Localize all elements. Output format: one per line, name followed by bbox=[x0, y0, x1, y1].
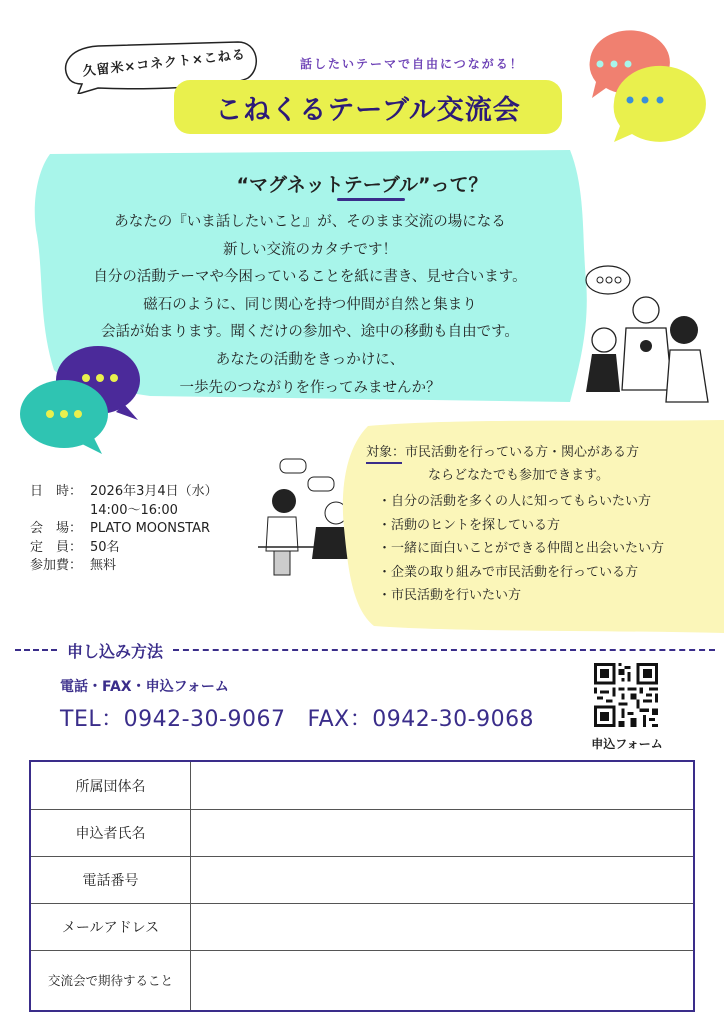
phone-field[interactable] bbox=[191, 856, 693, 903]
fee-label: 参加費： bbox=[30, 558, 83, 574]
tagline: 話したいテーマで自由につながる！ bbox=[300, 57, 524, 71]
form-row bbox=[31, 809, 693, 857]
application-form bbox=[29, 760, 695, 1012]
target-heading-continued: ならどなたでも参加できます。 bbox=[428, 468, 609, 483]
form-label: 交流会で期待すること bbox=[31, 950, 191, 1010]
target-item: ・自分の活動を多くの人に知ってもらいたい方 bbox=[378, 494, 652, 509]
capacity-label: 定 員： bbox=[30, 539, 83, 555]
target-heading: 対象：市民活動を行っている方・関心がある方 bbox=[366, 445, 640, 460]
email-field[interactable] bbox=[191, 903, 693, 950]
description-line: 磁石のように、同じ関心を持つ仲間が自然と集まり bbox=[143, 296, 477, 313]
form-row bbox=[31, 950, 693, 1010]
description-line: あなたの活動をきっかけに、 bbox=[215, 351, 405, 368]
description-line: 一歩先のつながりを作ってみませんか？ bbox=[179, 379, 441, 396]
page-title: こねくるテーブル交流会 bbox=[215, 94, 521, 126]
speech-bubbles-left-icon bbox=[14, 338, 144, 458]
time-value: 14:00〜16:00 bbox=[90, 502, 178, 518]
expectations-field[interactable] bbox=[191, 950, 693, 1010]
venue-value: PLATO MOONSTAR bbox=[90, 521, 211, 537]
apply-title: 申し込み方法 bbox=[67, 641, 164, 661]
apply-header bbox=[15, 638, 715, 662]
description-line: 新しい交流のカタチです！ bbox=[223, 241, 397, 258]
dashed-divider bbox=[173, 649, 715, 651]
fax-number: FAX：0942-30-9068 bbox=[307, 707, 535, 732]
form-label: 電話番号 bbox=[31, 856, 191, 903]
target-item: ・企業の取り組みで市民活動を行っている方 bbox=[378, 564, 639, 580]
description-line: あなたの『いま話したいこと』が、そのまま交流の場になる bbox=[114, 214, 506, 230]
form-label: 申込者氏名 bbox=[31, 809, 191, 856]
qr-label: 申込フォーム bbox=[591, 737, 663, 751]
speech-bubbles-top-icon bbox=[570, 22, 720, 142]
subtitle-underline bbox=[337, 198, 405, 201]
people-chatting-illustration bbox=[576, 262, 716, 412]
section-subtitle: “マグネットテーブル”って？ bbox=[236, 174, 488, 196]
target-list bbox=[378, 490, 664, 608]
organizers-text: 久留米×コネクト×こねる bbox=[81, 47, 247, 80]
target-underline bbox=[366, 462, 402, 464]
date-label: 日 時： bbox=[30, 484, 83, 499]
target-item: ・活動のヒントを探している方 bbox=[378, 517, 561, 533]
form-row bbox=[31, 903, 693, 951]
form-label: 所属団体名 bbox=[31, 762, 191, 809]
capacity-value: 50名 bbox=[90, 539, 120, 555]
form-row bbox=[31, 856, 693, 904]
tel-number[interactable]: TEL：0942-30-9067 bbox=[60, 707, 286, 732]
form-label: メールアドレス bbox=[31, 903, 191, 950]
description-line: 自分の活動テーマや今困っていることを紙に書き、見せ合います。 bbox=[93, 269, 527, 286]
applicant-name-field[interactable] bbox=[191, 809, 693, 856]
apply-methods: 電話・FAX・申込フォーム bbox=[60, 679, 229, 695]
event-info bbox=[30, 483, 218, 576]
venue-label: 会 場： bbox=[30, 521, 83, 537]
contact-numbers bbox=[60, 702, 556, 733]
form-row bbox=[31, 762, 693, 810]
dashed-divider bbox=[15, 649, 57, 651]
qr-code-icon[interactable] bbox=[594, 663, 658, 727]
target-item: ・市民活動を行いたい方 bbox=[378, 588, 522, 604]
title-banner bbox=[174, 80, 562, 134]
organization-field[interactable] bbox=[191, 762, 693, 809]
description-line: 会話が始まります。聞くだけの参加や、途中の移動も自由です。 bbox=[101, 324, 519, 341]
date-value: 2026年3月4日（水） bbox=[90, 484, 218, 499]
target-item: ・一緒に面白いことができる仲間と出会いたい方 bbox=[378, 541, 665, 557]
fee-value: 無料 bbox=[90, 558, 117, 574]
